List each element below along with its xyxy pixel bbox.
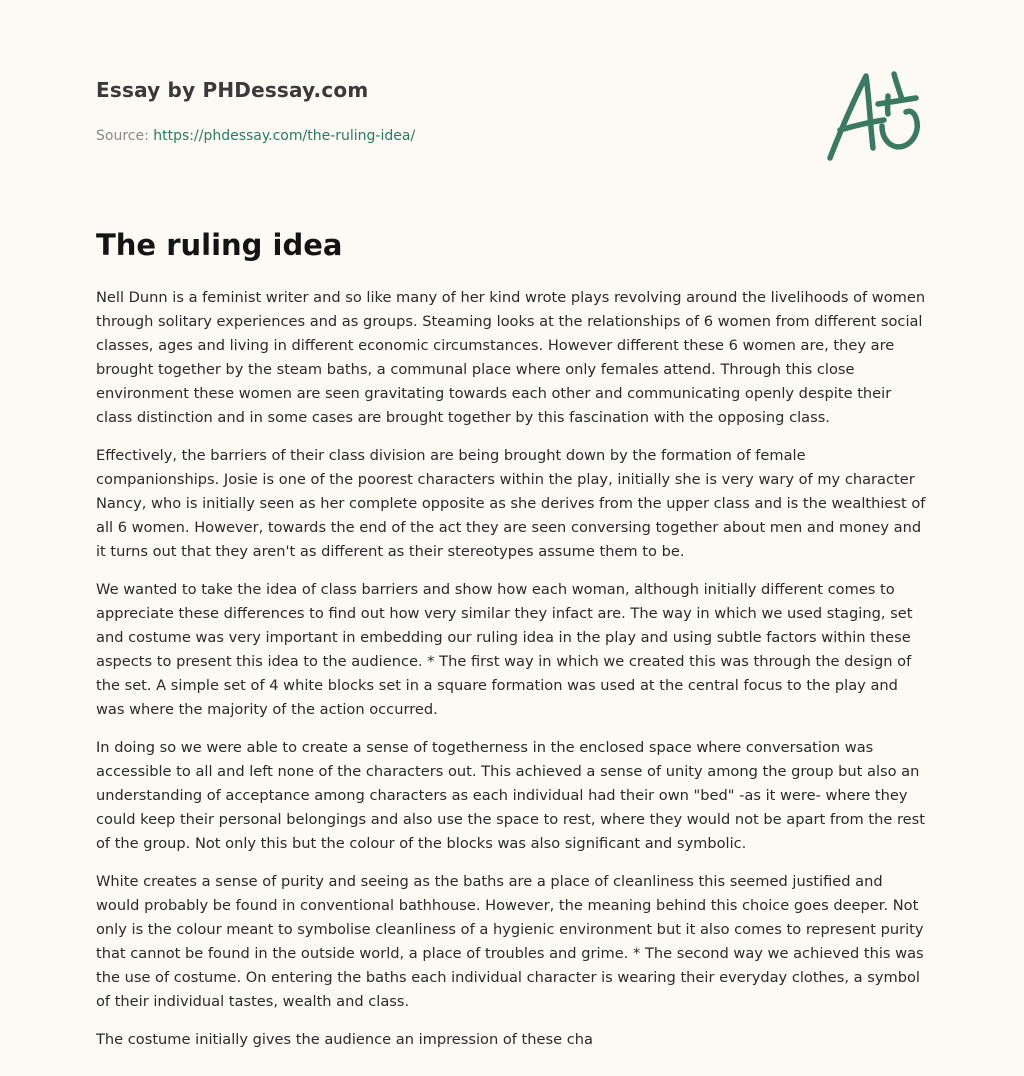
source-label: Source: — [96, 128, 149, 144]
paragraph: Effectively, the barriers of their class division are being brought down by the formation of female companionships. Josie is one of the poorest characters within the play, initially she is very wary of my character Nancy, who is initially seen as her complete opposite as she derives from the upper class and is the wealthiest of all 6 women. However, towards the end of the act they are seen conversing together about men and money and it turns out that they aren't as different as their stereotypes assume them to be. — [96, 447, 926, 560]
essay-body — [96, 226, 930, 1066]
source-link[interactable]: https://phdessay.com/the-ruling-idea/ — [153, 128, 416, 144]
site-title: Essay by PHDessay.com — [96, 78, 369, 102]
a-plus-logo — [818, 66, 930, 166]
paragraph: We wanted to take the idea of class barriers and show how each woman, although initially different comes to appreciate these differences to find out how very similar they infact are. The way in which we used staging, set and costume was very important in embedding our ruling idea in the play and using subtle factors within these aspects to present this idea to the audience. * The first way in which we created this was through the design of the set. A simple set of 4 white blocks set in a square formation was used at the central focus to the play and was where the majority of the action occurred. — [96, 581, 913, 718]
source-line — [96, 126, 796, 146]
paragraph: In doing so we were able to create a sense of togetherness in the enclosed space where conversation was accessible to all and left none of the characters out. This achieved a sense of unity among the group but also an understanding of acceptance among characters as each individual had their own "bed" -as it were- where they could keep their personal belongings and also use the space to rest, where they would not be apart from the rest of the group. Not only this but the colour of the blocks was also significant and symbolic. — [96, 739, 925, 852]
a-plus-logo-icon — [818, 66, 930, 166]
paragraph: White creates a sense of purity and seeing as the baths are a place of cleanliness this seemed justified and would probably be found in conventional bathhouse. However, the meaning behind this choice goes deeper. Not only is the colour meant to symbolise cleanliness of a hygienic environment but it also comes to represent purity that cannot be found in the outside world, a place of troubles and grime. * The second way we achieved this was the use of costume. On entering the baths each individual character is wearing their everyday clothes, a symbol of their individual tastes, wealth and class. — [96, 873, 924, 1010]
paragraph: Nell Dunn is a feminist writer and so like many of her kind wrote plays revolving around the livelihoods of women through solitary experiences and as groups. Steaming looks at the relationships of 6 women from different social classes, ages and living in different economic circumstances. However different these 6 women are, they are brought together by the steam baths, a communal place where only females attend. Through this close environment these women are seen gravitating towards each other and communicating openly despite their class distinction and in some cases are brought together by this fascination with the opposing class. — [96, 289, 926, 426]
essay-title: The ruling idea — [96, 228, 343, 262]
paragraph: The costume initially gives the audience an impression of these cha — [96, 1031, 593, 1048]
essay-paragraphs — [96, 286, 930, 1052]
essay-header — [96, 76, 796, 146]
